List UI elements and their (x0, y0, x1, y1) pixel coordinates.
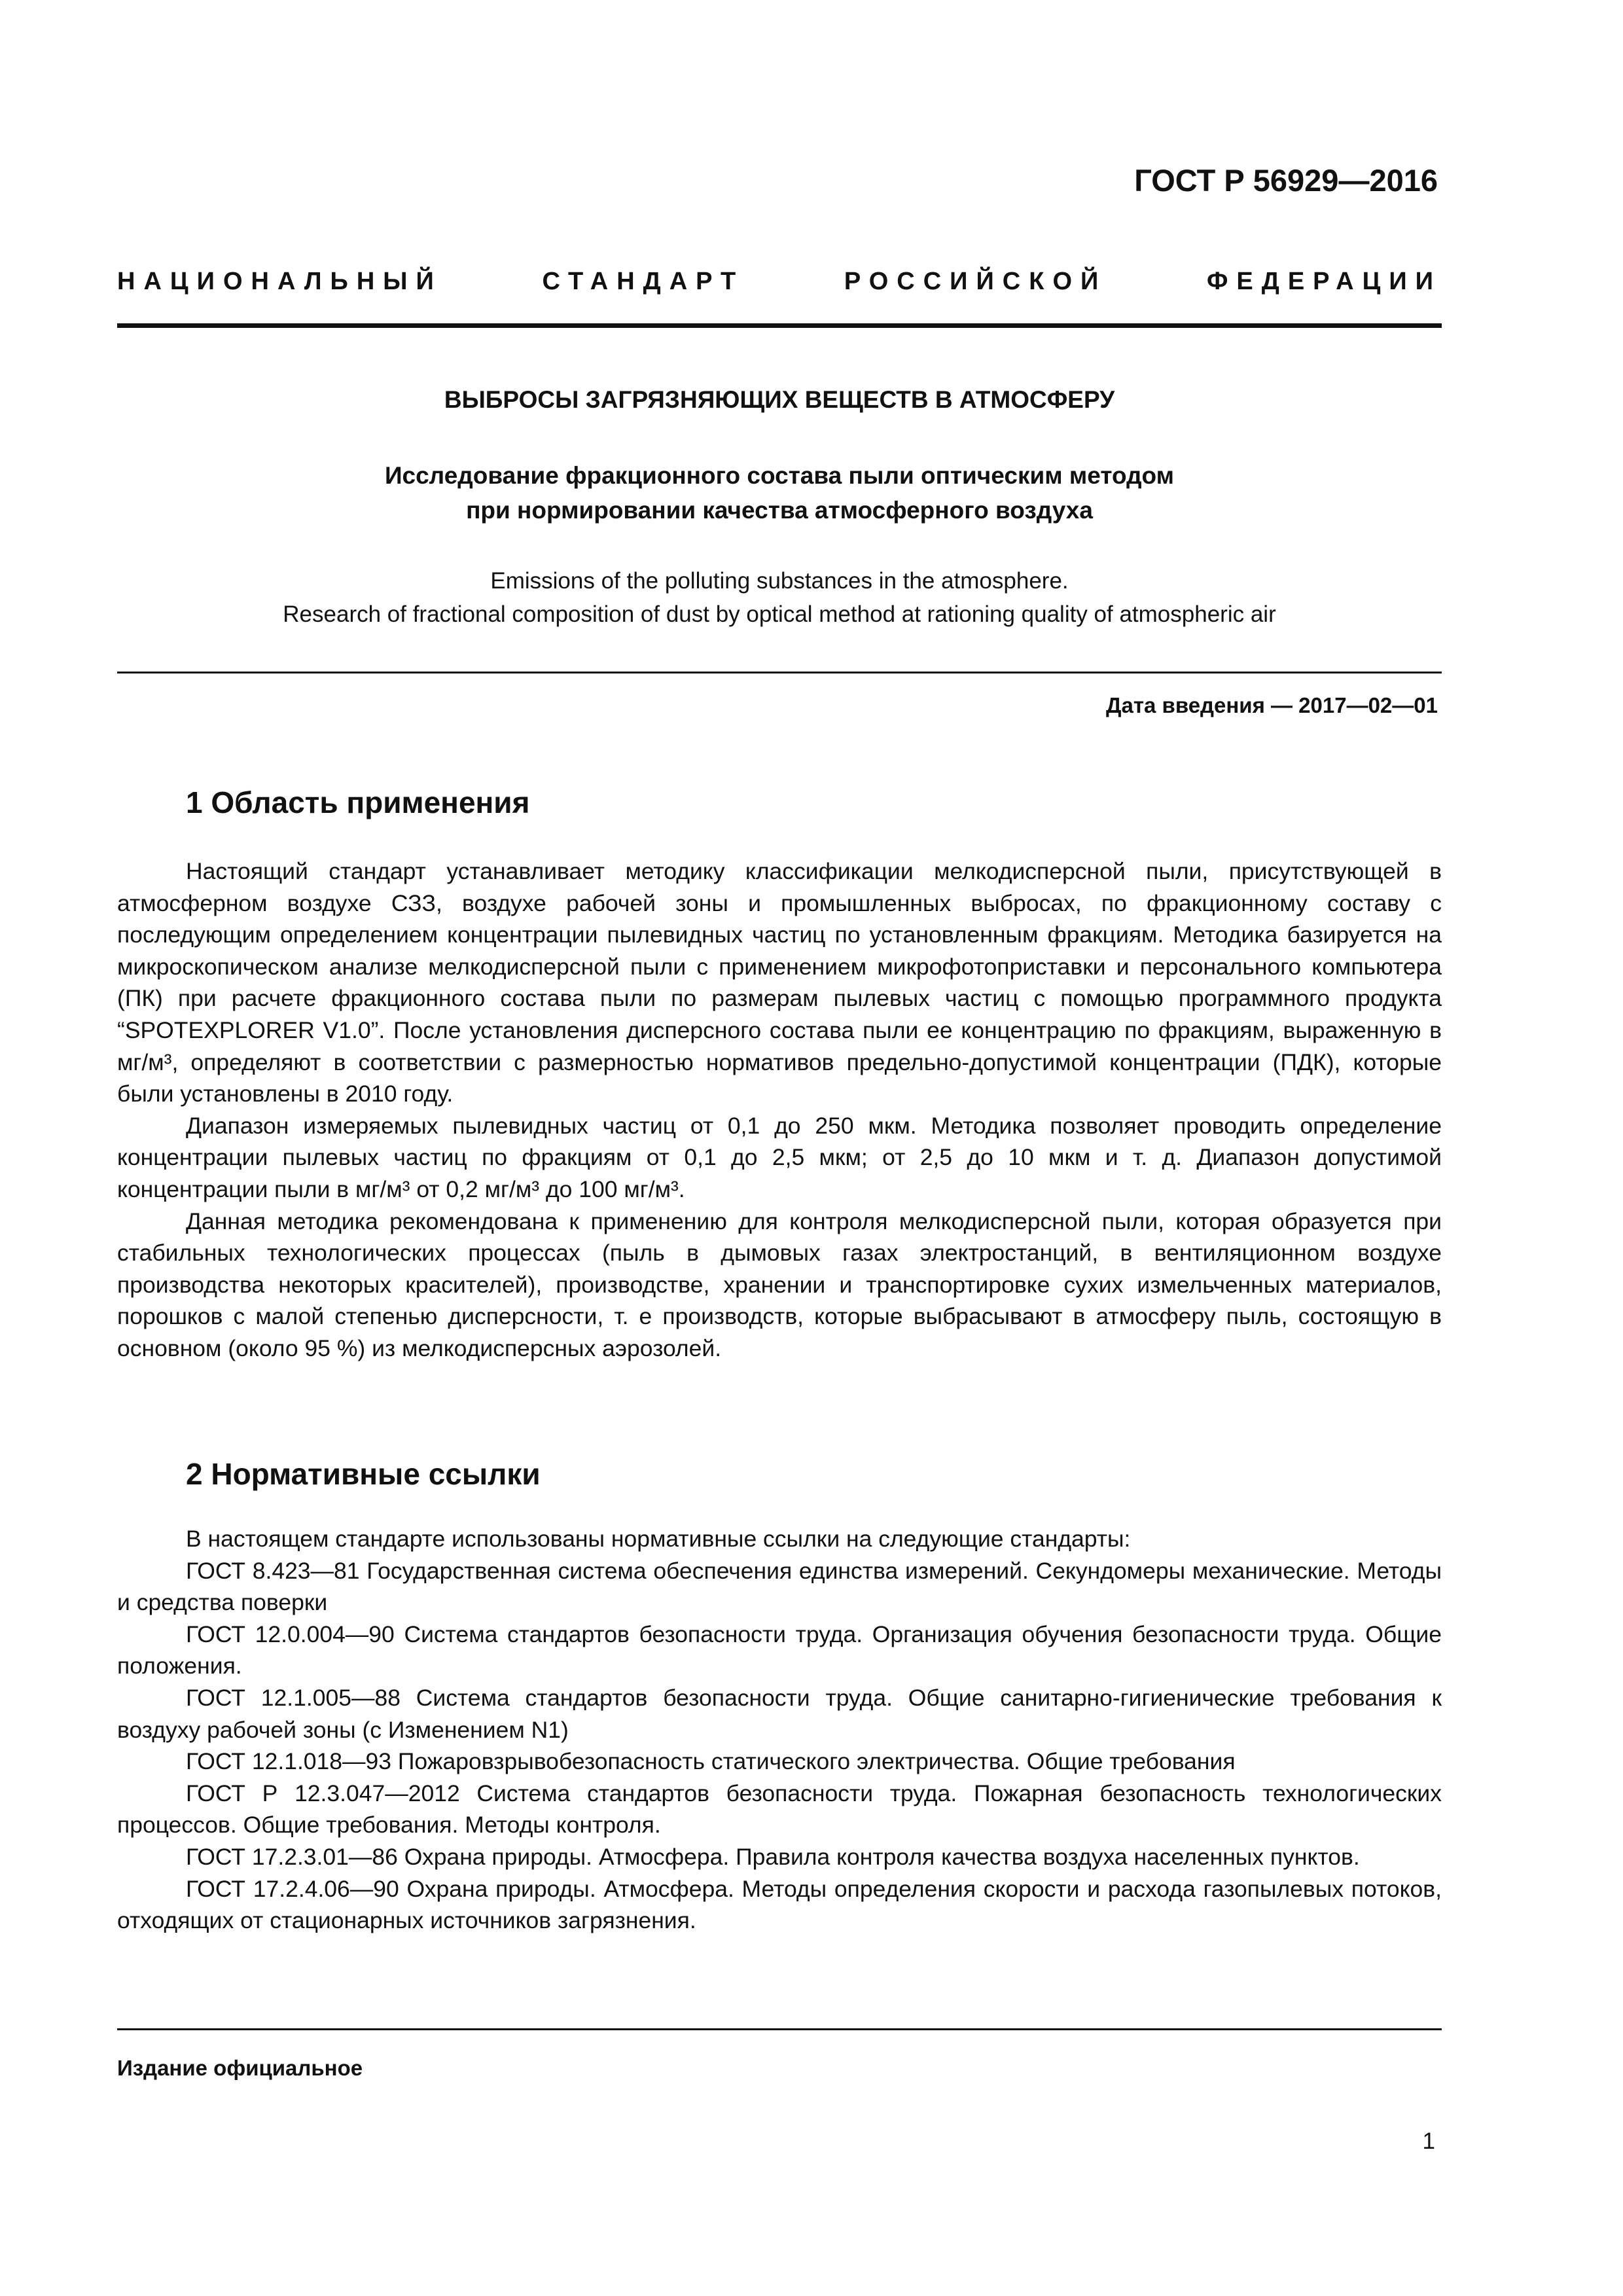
paragraph: Настоящий стандарт устанавливает методику классификации мелкодисперсной пыли, присутствующей в атмосферном воздухе СЗЗ, воздухе рабочей зоны и промышленных выбросах, по фракционному составу с последующим определением концентрации пылевидных частиц по установленным фракциям. Методика базируется на микроскопическом анализе мелкодисперсной пыли с применением микрофотоприставки и персонального компьютера (ПК) при расчете фракционного состава пыли по размерам пылевых частиц с помощью программного продукта “SPOTEXPLORER V1.0”. После установления дисперсного состава пыли ее концентрацию по фракциям, выраженную в мг/м³, определяют в соответствии с размерностью нормативов предельно-допустимой концентрации (ПДК), которые были установлены в 2010 году. (117, 858, 1442, 1107)
document-subtitle (117, 458, 1442, 528)
footer-divider (117, 2028, 1442, 2030)
title-divider (117, 672, 1442, 673)
reference-item: ГОСТ 17.2.3.01—86 Охрана природы. Атмосфера. Правила контроля качества воздуха населенных пунктов. (186, 1843, 1360, 1870)
official-edition-label: Издание официальное (117, 2056, 363, 2080)
paragraph: Данная методика рекомендована к применению для контроля мелкодисперсной пыли, которая образуется при стабильных технологических процессах (пыль в дымовых газах электростанций, в вентиляционном воздухе производства некоторых красителей), производстве, хранении и транспортировке сухих измельченных материалов, порошков с малой степенью дисперсности, т. е производств, которые выбрасывают в атмосферу пыль, состоящую в основном (около 95 %) из мелкодисперсных аэрозолей. (117, 1208, 1442, 1361)
english-title-line: Research of fractional composition of dust by optical method at rationing quality of atmospheric air (283, 601, 1276, 627)
document-title: ВЫБРОСЫ ЗАГРЯЗНЯЮЩИХ ВЕЩЕСТВ В АТМОСФЕРУ (444, 386, 1115, 413)
national-title-word: ФЕДЕРАЦИИ (1206, 268, 1442, 295)
national-title-word: НАЦИОНАЛЬНЫЙ (117, 268, 442, 295)
section-body-scope (117, 855, 1442, 1365)
section-heading-scope: 1 Область применения (186, 785, 530, 819)
english-title-line: Emissions of the polluting substances in the atmosphere. (490, 568, 1069, 594)
reference-item: ГОСТ 12.1.005—88 Система стандартов безопасности труда. Общие санитарно-гигиенические требования к воздуху рабочей зоны (с Изменением N1) (117, 1684, 1442, 1743)
national-title-word: СТАНДАРТ (542, 268, 745, 295)
subtitle-line: Исследование фракционного состава пыли оптическим методом (384, 462, 1175, 489)
national-title-word: РОССИЙСКОЙ (844, 268, 1107, 295)
paragraph: В настоящем стандарте использованы нормативные ссылки на следующие стандарты: (186, 1526, 1131, 1552)
reference-item: ГОСТ 12.1.018—93 Пожаровзрывобезопасность статического электричества. Общие требования (186, 1748, 1236, 1775)
reference-item: ГОСТ 17.2.4.06—90 Охрана природы. Атмосфера. Методы определения скорости и расхода газопылевых потоков, отходящих от стационарных источников загрязнения. (117, 1875, 1442, 1934)
document-number: ГОСТ Р 56929—2016 (1134, 163, 1438, 198)
reference-item: ГОСТ 12.0.004—90 Система стандартов безопасности труда. Организация обучения безопасности труда. Общие положения. (117, 1621, 1442, 1679)
english-title (117, 564, 1442, 631)
subtitle-line: при нормировании качества атмосферного воздуха (466, 497, 1093, 524)
reference-item: ГОСТ 8.423—81 Государственная система обеспечения единства измерений. Секундомеры механические. Методы и средства поверки (117, 1557, 1442, 1616)
section-heading-references: 2 Нормативные ссылки (186, 1457, 541, 1491)
national-standard-title (117, 268, 1442, 296)
header-divider (117, 323, 1442, 328)
introduction-date: Дата введения — 2017—02—01 (1106, 693, 1438, 717)
reference-item: ГОСТ Р 12.3.047—2012 Система стандартов безопасности труда. Пожарная безопасность технологических процессов. Общие требования. Методы контроля. (117, 1780, 1442, 1839)
page-number: 1 (1422, 2128, 1435, 2154)
section-body-references (117, 1523, 1442, 1937)
paragraph: Диапазон измеряемых пылевидных частиц от 0,1 до 250 мкм. Методика позволяет проводить определение концентрации пылевых частиц по фракциям от 0,1 до 2,5 мкм; от 2,5 до 10 мкм и т. д. Диапазон допустимой концентрации пыли в мг/м³ от 0,2 мг/м³ до 100 мг/м³. (117, 1112, 1442, 1202)
